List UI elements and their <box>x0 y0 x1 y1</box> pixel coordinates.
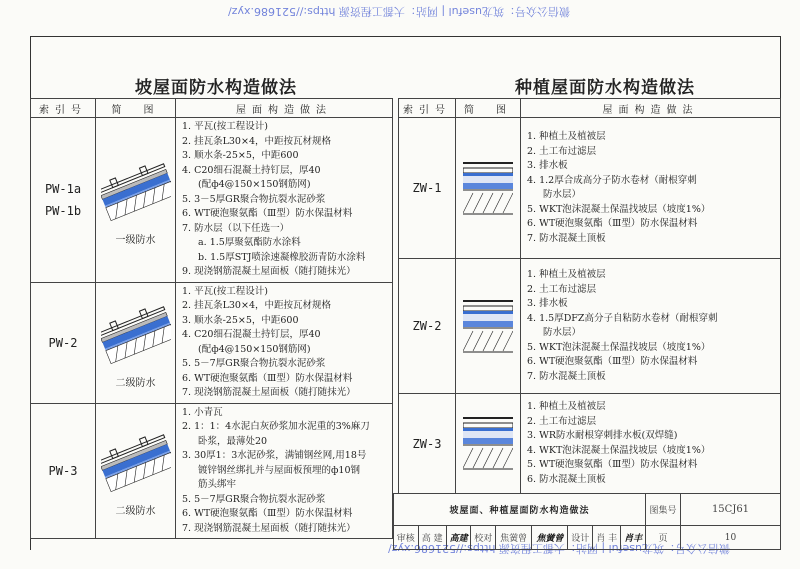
table-row <box>31 118 393 283</box>
step-item: 7. 现浇钢筋混凝土屋面板（随打随抹光） <box>182 522 356 534</box>
step-item: 1. 种植土及植被层 <box>527 401 606 412</box>
watermark-top: 微信公众号：筑龙useful | 网站：大都工程资源 https://521686.xyz/ <box>228 5 570 18</box>
step-item: 镀锌钢丝绑扎并与屋面板预埋的ф10钢 <box>198 464 361 476</box>
section-diagram <box>96 282 176 403</box>
index-cell <box>31 282 96 403</box>
step-item: 4. C20细石混凝土持钉层，厚40 <box>182 164 321 176</box>
step-item: 4. C20细石混凝土持钉层，厚40 <box>182 329 321 340</box>
step-item: b. 1.5厚STJ喷涂速凝橡胶沥青防水涂料 <box>198 251 366 263</box>
step-item: (配ф4@150×150钢筋网) <box>198 343 311 355</box>
watermark-bottom: 微信公众号：筑龙useful | 网站：大都工程资源 https://521686.xyz/ <box>388 542 730 555</box>
col-header: 索引号 <box>31 99 96 118</box>
reviewer: 高 建 <box>418 526 446 550</box>
step-item: 卧浆，最薄处20 <box>198 435 268 447</box>
table-row <box>31 403 393 539</box>
checker: 焦黉曾 <box>496 526 532 550</box>
step-item: 6. WT硬泡聚氨酯（Ⅲ型）防水保温材料 <box>182 372 353 384</box>
col-header: 简 图 <box>456 99 521 118</box>
step-item: 7. 防水混凝土顶板 <box>527 232 606 244</box>
step-item: 防水层） <box>543 327 582 338</box>
step-item: 防水层） <box>543 189 582 200</box>
table-row <box>399 394 781 494</box>
construction-steps <box>176 282 393 403</box>
step-item: 3. 顺水条-25×5，中距600 <box>182 314 299 326</box>
slope-roof-table <box>30 98 393 539</box>
step-item: 5. 5－7厚GR聚合物抗裂水泥砂浆 <box>182 493 326 505</box>
step-item: 5. WT硬泡聚氨酯（Ⅲ型）防水保温材料 <box>527 459 698 470</box>
right-title: 种植屋面防水构造做法 <box>515 78 695 98</box>
step-item: 5. WKT泡沫混凝土保温找坡层（坡度1%） <box>527 203 711 215</box>
table-row <box>31 282 393 403</box>
step-item: 7. 防水混凝土顶板 <box>527 370 606 382</box>
step-item: 1. 小青瓦 <box>182 406 223 418</box>
construction-steps <box>521 259 781 394</box>
left-title: 坡屋面防水构造做法 <box>135 78 297 98</box>
col-header: 屋面构造做法 <box>521 99 781 118</box>
step-item: (配ф4@150×150钢筋网) <box>198 179 311 190</box>
planting-roof-table <box>398 98 781 494</box>
section-diagram <box>456 394 521 494</box>
index-code: ZW-3 <box>412 436 442 451</box>
title-block <box>393 493 781 550</box>
drawing-title: 坡屋面、种植屋面防水构造做法 <box>394 494 646 526</box>
construction-steps <box>521 394 781 494</box>
table-row <box>399 259 781 394</box>
step-item: 筋头绑牢 <box>198 479 237 490</box>
section-diagram <box>456 118 521 259</box>
waterproof-grade: 一级防水 <box>115 234 156 246</box>
step-item: 6. WT硬泡聚氨酯（Ⅲ型）防水保温材料 <box>527 356 698 367</box>
step-item: 2. 挂瓦条L30×4，中距按瓦材规格 <box>182 135 331 147</box>
step-item: 7. 现浇钢筋混凝土屋面板（随打随抹光） <box>182 387 356 398</box>
section-diagram <box>456 259 521 394</box>
step-item: 1. 种植土及植被层 <box>527 131 606 142</box>
step-item: 1. 平瓦(按工程设计) <box>182 121 268 132</box>
step-item: 6. WT硬泡聚氨酯（Ⅲ型）防水保温材料 <box>182 208 353 219</box>
waterproof-grade: 二级防水 <box>115 377 156 389</box>
construction-steps <box>176 403 393 539</box>
step-item: 4. 1.5厚DFZ高分子自粘防水卷材（耐根穿刺 <box>527 312 718 324</box>
index-code: ZW-1 <box>412 181 442 195</box>
designer: 肖 丰 <box>593 526 621 550</box>
construction-steps <box>521 118 781 259</box>
waterproof-grade: 二级防水 <box>115 505 156 517</box>
col-header: 索引号 <box>399 99 456 118</box>
section-diagram <box>96 118 176 283</box>
review-label: 审核 <box>394 526 419 550</box>
step-item: 1. 种植土及植被层 <box>527 269 606 280</box>
index-code: PW-1b <box>44 203 82 218</box>
step-item: 2. 土工布过滤层 <box>527 283 597 295</box>
step-item: 3. 30厚1：3水泥砂浆，满铺钢丝网,用18号 <box>182 450 367 461</box>
step-item: 2. 挂瓦条L30×4，中距按瓦材规格 <box>182 300 331 311</box>
step-item: 4. 1.2厚合成高分子防水卷材（耐根穿刺 <box>527 174 697 186</box>
atlas-label: 图集号 <box>646 494 681 526</box>
step-item: 6. 防水混凝土顶板 <box>527 473 606 485</box>
step-item: 5. WKT泡沫混凝土保温找坡层（坡度1%） <box>527 341 711 353</box>
index-code: PW-3 <box>48 463 78 478</box>
step-item: 2. 1：1：4水泥白灰砂浆加水泥重的3%麻刀 <box>182 421 370 432</box>
reviewer-signature: 高建 <box>446 526 471 550</box>
index-code: ZW-2 <box>412 319 442 333</box>
page-label: 页 <box>646 526 681 550</box>
index-cell <box>31 403 96 539</box>
section-diagram <box>96 403 176 539</box>
step-item: 5. 3－5厚GR聚合物抗裂水泥砂浆 <box>182 193 326 205</box>
construction-steps <box>176 118 393 283</box>
index-cell <box>31 118 96 283</box>
step-item: 3. 排水板 <box>527 298 568 309</box>
index-cell <box>399 118 456 259</box>
step-item: 5. 5－7厚GR聚合物抗裂水泥砂浆 <box>182 358 326 369</box>
index-cell <box>399 394 456 494</box>
col-header: 屋面构造做法 <box>176 99 393 118</box>
step-item: 9. 现浇钢筋混凝土屋面板（随打随抹光） <box>182 266 356 277</box>
step-item: 3. 排水板 <box>527 160 568 171</box>
step-item: 4. WKT泡沫混凝土保温找坡层（坡度1%） <box>527 444 711 456</box>
atlas-number: 15CJ61 <box>681 494 781 526</box>
col-header: 简 图 <box>96 99 176 118</box>
designer-signature: 肖丰 <box>621 526 646 550</box>
step-item: 1. 平瓦(按工程设计) <box>182 285 268 297</box>
table-row <box>399 118 781 259</box>
step-item: 2. 土工布过滤层 <box>527 415 597 427</box>
index-code: PW-1a <box>44 181 82 196</box>
step-item: 3. 顺水条-25×5，中距600 <box>182 150 299 161</box>
checker-signature: 焦黉曾 <box>532 526 568 550</box>
step-item: 6. WT硬泡聚氨酯（Ⅲ型）防水保温材料 <box>182 508 353 519</box>
step-item: a. 1.5厚聚氨酯防水涂料 <box>198 237 301 248</box>
step-item: 6. WT硬泡聚氨酯（Ⅲ型）防水保温材料 <box>527 218 698 229</box>
design-label: 设计 <box>568 526 593 550</box>
step-item: 3. WR防水耐根穿刺排水板(双焊缝) <box>527 430 678 441</box>
page-number: 10 <box>681 526 781 550</box>
check-label: 校对 <box>471 526 496 550</box>
index-cell <box>399 259 456 394</box>
step-item: 7. 防水层（以下任选一） <box>182 222 290 234</box>
index-code: PW-2 <box>48 335 78 350</box>
step-item: 2. 土工布过滤层 <box>527 145 597 157</box>
